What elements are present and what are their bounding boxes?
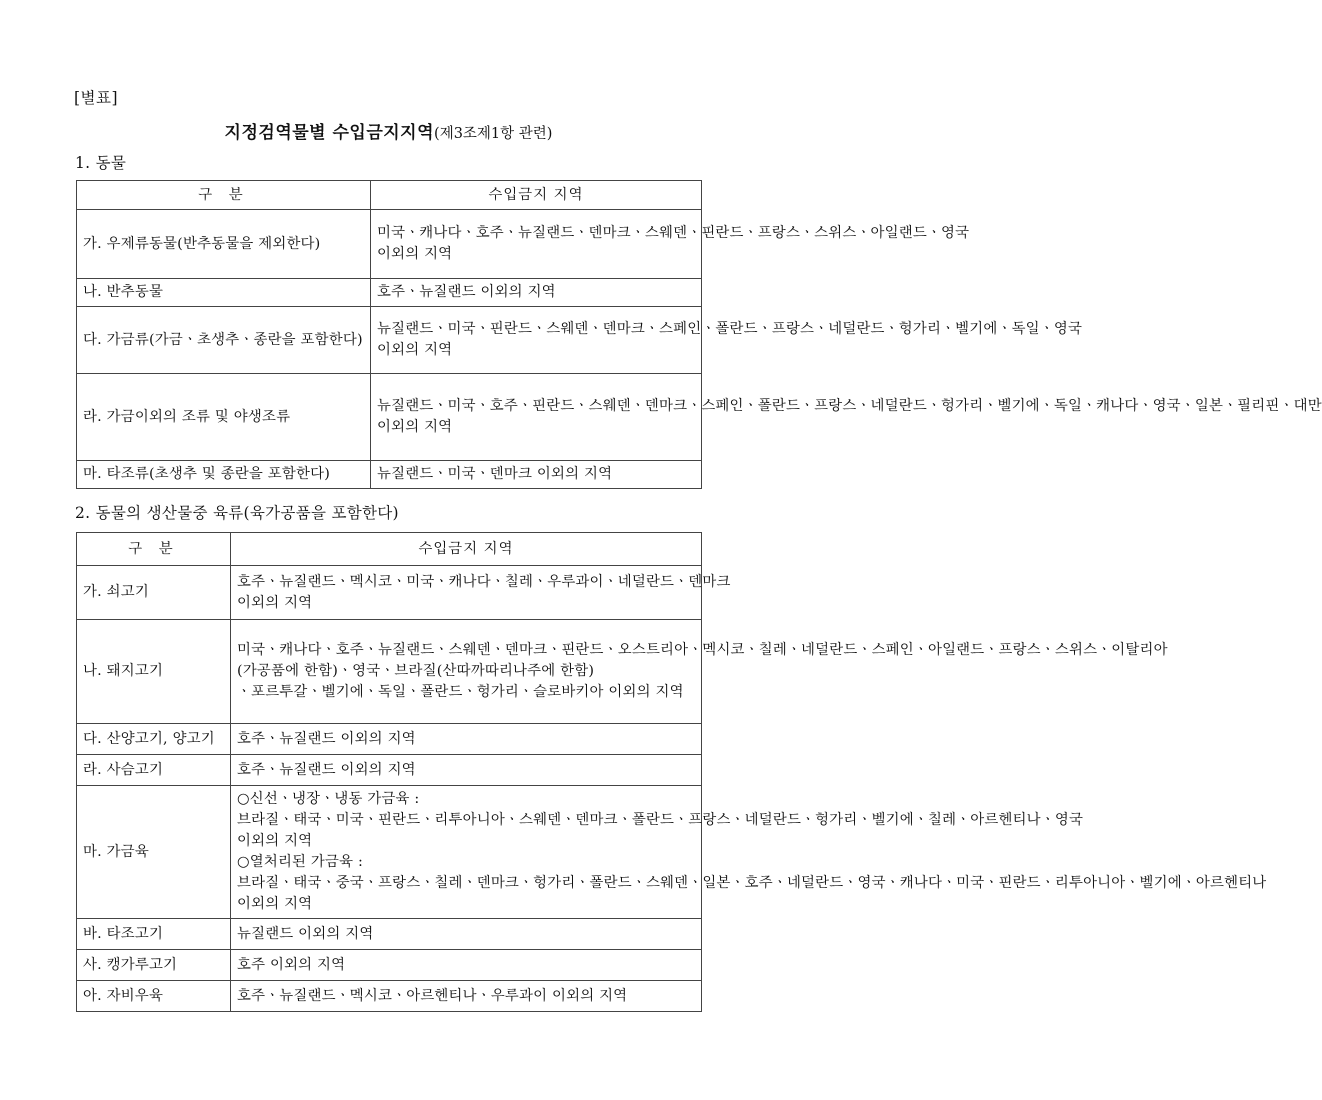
category-cell: 가. 우제류동물(반추동물을 제외한다) — [77, 210, 371, 279]
category-cell: 라. 가금이외의 조류 및 야생조류 — [77, 374, 371, 461]
table-row — [77, 724, 702, 755]
document-title — [0, 118, 777, 143]
section1-heading: 1. 동물 — [75, 154, 127, 172]
category-cell: 아. 자비우육 — [77, 981, 231, 1012]
region-item: ○열처리된 가금육 : 브라질ㆍ태국ㆍ중국ㆍ프랑스ㆍ칠레ㆍ덴마크ㆍ헝가리ㆍ폴란드ㆍ스웨덴ㆍ일본ㆍ호주ㆍ네덜란드ㆍ영국ㆍ캐나다ㆍ미국ㆍ핀란드ㆍ리투아니아ㆍ벨기에ㆍ아르헨티나 이외의 지역 — [237, 854, 1267, 912]
table-header-row — [77, 181, 702, 210]
table-row — [77, 786, 702, 919]
category-cell: 마. 타조류(초생추 및 종란을 포함한다) — [77, 461, 371, 489]
table-row — [77, 981, 702, 1012]
table-row — [77, 755, 702, 786]
table-row — [77, 307, 702, 374]
region-cell: 호주ㆍ뉴질랜드ㆍ멕시코ㆍ미국ㆍ캐나다ㆍ칠레ㆍ우루과이ㆍ네덜란드ㆍ덴마크 이외의 지역 — [231, 566, 702, 620]
annex-label: [별표] — [74, 89, 119, 107]
region-cell: 뉴질랜드ㆍ미국ㆍ핀란드ㆍ스웨덴ㆍ덴마크ㆍ스페인ㆍ폴란드ㆍ프랑스ㆍ네덜란드ㆍ헝가리ㆍ벨기에ㆍ독일ㆍ영국 이외의 지역 — [371, 307, 702, 374]
meat-table — [76, 532, 1267, 1012]
title-main: 지정검역물별 수입금지지역 — [224, 123, 435, 143]
table-row — [77, 210, 702, 279]
header-category: 구 분 — [77, 181, 371, 210]
category-cell: 나. 반추동물 — [77, 279, 371, 307]
region-cell — [231, 786, 1267, 919]
header-region: 수입금지 지역 — [231, 533, 702, 566]
region-cell: 뉴질랜드ㆍ미국ㆍ호주ㆍ핀란드ㆍ스웨덴ㆍ덴마크ㆍ스페인ㆍ폴란드ㆍ프랑스ㆍ네덜란드ㆍ헝가리ㆍ벨기에ㆍ독일ㆍ캐나다ㆍ영국ㆍ일본ㆍ필리핀ㆍ대만 이외의 지역 — [371, 374, 702, 461]
region-cell: 호주ㆍ뉴질랜드ㆍ멕시코ㆍ아르헨티나ㆍ우루과이 이외의 지역 — [231, 981, 702, 1012]
category-cell: 나. 돼지고기 — [77, 620, 231, 724]
header-category: 구 분 — [77, 533, 231, 566]
region-cell: 미국ㆍ캐나다ㆍ호주ㆍ뉴질랜드ㆍ스웨덴ㆍ덴마크ㆍ핀란드ㆍ오스트리아ㆍ멕시코ㆍ칠레ㆍ네덜란드ㆍ스페인ㆍ아일랜드ㆍ프랑스ㆍ스위스ㆍ이탈리아(가공품에 한함)ㆍ영국ㆍ브라질(산따까따리나주에 한함)ㆍ포르투갈ㆍ벨기에ㆍ독일ㆍ폴란드ㆍ헝가리ㆍ슬로바키아 이외의 지역 — [231, 620, 702, 724]
table-row — [77, 620, 702, 724]
region-cell: 호주ㆍ뉴질랜드 이외의 지역 — [231, 755, 702, 786]
category-cell: 마. 가금육 — [77, 786, 231, 919]
table-header-row — [77, 533, 702, 566]
region-cell: 뉴질랜드 이외의 지역 — [231, 919, 702, 950]
table-row — [77, 919, 702, 950]
category-cell: 라. 사슴고기 — [77, 755, 231, 786]
table-row — [77, 566, 702, 620]
category-cell: 사. 캥가루고기 — [77, 950, 231, 981]
region-cell: 호주 이외의 지역 — [231, 950, 702, 981]
table-row — [77, 950, 702, 981]
region-cell: 미국ㆍ캐나다ㆍ호주ㆍ뉴질랜드ㆍ덴마크ㆍ스웨덴ㆍ핀란드ㆍ프랑스ㆍ스위스ㆍ아일랜드ㆍ영국 이외의 지역 — [371, 210, 702, 279]
header-region: 수입금지 지역 — [371, 181, 702, 210]
region-cell: 호주ㆍ뉴질랜드 이외의 지역 — [231, 724, 702, 755]
table-row — [77, 279, 702, 307]
section2-heading: 2. 동물의 생산물중 육류(육가공품을 포함한다) — [75, 504, 399, 522]
region-item: ○신선ㆍ냉장ㆍ냉동 가금육 : 브라질ㆍ태국ㆍ미국ㆍ핀란드ㆍ리투아니아ㆍ스웨덴ㆍ덴마크ㆍ폴란드ㆍ프랑스ㆍ네덜란드ㆍ헝가리ㆍ벨기에ㆍ칠레ㆍ아르헨티나ㆍ영국 이외의 지역 — [237, 791, 1084, 849]
category-cell: 다. 가금류(가금ㆍ초생추ㆍ종란을 포함한다) — [77, 307, 371, 374]
animals-table — [76, 180, 1322, 489]
table-row — [77, 374, 702, 461]
table-row — [77, 461, 702, 489]
category-cell: 다. 산양고기, 양고기 — [77, 724, 231, 755]
region-cell: 호주ㆍ뉴질랜드 이외의 지역 — [371, 279, 702, 307]
category-cell: 바. 타조고기 — [77, 919, 231, 950]
region-cell: 뉴질랜드ㆍ미국ㆍ덴마크 이외의 지역 — [371, 461, 702, 489]
category-cell: 가. 쇠고기 — [77, 566, 231, 620]
title-sub: (제3조제1항 관련) — [434, 126, 553, 142]
